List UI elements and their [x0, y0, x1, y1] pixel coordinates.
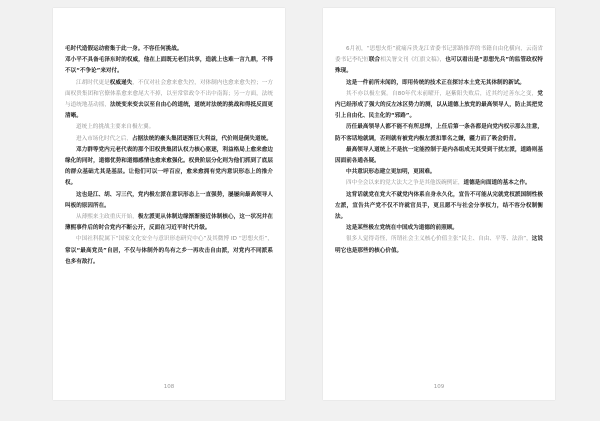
- highlighted-text: 邓力群等党内元老代表的那个旧权贵集团认权力核心驱逐，利益格局上愈来愈边缘化的同时，道德优势和道德感情也愈来愈强化。权贵阶层分化则为他们抓到了底层的群众基础尤其是基层。让他们可以一呼百应，愈来愈拥有党内意识形态上的推介权。: [65, 146, 273, 187]
- highlighted-text: 法统变来变去以至自由心的道统，道统对法统的挑战和得抵反面更清晰。: [65, 102, 273, 120]
- highlighted-text: 这说明它也是那些的核心价值。: [335, 236, 543, 254]
- highlighted-text: 联合: [368, 57, 381, 64]
- right-page: [323, 8, 555, 400]
- highlighted-text: 极左派更从体制边缘渐渐接近体制核心，这一状况并在薄熙事件后的时合党内不断公开，反面在习近平时代升级。: [65, 214, 273, 232]
- highlighted-text: 这也是江、胡、习三代，党内极左派在意识形态上一直强势，屡屡向最高领导人叫板的原因所在。: [65, 191, 273, 209]
- paragraph: [65, 145, 273, 190]
- highlighted-text: 毛时代造假运动密集于此一身。不容任何挑战。: [65, 46, 183, 52]
- highlighted-text: 这是某些极左党统在中国成为道德的前照顾。: [346, 225, 458, 232]
- body-text: 6月初，“思想火炬”就痛斥贵龙江省委书记郭路推荐的书籍自由化横向，云南省委书记李纪恒: [335, 46, 543, 64]
- paragraph: [335, 178, 543, 189]
- body-text: 中国社科院属下“国家文化安全与意识形态研究中心”及其微博 ID “思想火炬”，: [76, 236, 273, 243]
- right-page-number: 109: [433, 384, 445, 390]
- paragraph: [65, 234, 273, 268]
- left-page: [53, 8, 285, 400]
- highlighted-text: 也可以看出是“思想先兵”的监管政权特殊现。: [335, 57, 543, 75]
- highlighted-text: 邓小平不具备毛泽东时的权威，他在上面既无老们共享，造就上也难一言九鼎，不得不以“不争论”来对付。: [65, 57, 273, 75]
- highlighted-text: 常以“最高党员”自居，不仅与体制外的鸟有之乡一再攻击自由派，对党内不同派系也多有敌打。: [65, 247, 273, 265]
- left-page-text: [65, 44, 273, 268]
- highlighted-text: 中共意识形态建立更加明，更困难。: [346, 169, 436, 176]
- body-text: 很多人觉得奇怪，所谓社会主义核心价值主张“民主、自由、平等、法治”，: [346, 236, 532, 243]
- highlighted-text: 道德是向面道的基本之作。: [463, 180, 531, 187]
- highlighted-text: 党内已经形成了强大的反左冰区势力的测，以从道德上放党的最高领导人，防止其把党引上自由化、民主化的“邪路”。: [335, 90, 543, 120]
- paragraph: [65, 190, 273, 212]
- body-text: 从薄熙来主政重庆开始，: [76, 214, 138, 221]
- paragraph: [65, 44, 273, 55]
- highlighted-text: 权威递失: [109, 79, 133, 86]
- paragraph: [335, 122, 543, 144]
- highlighted-text: 历任最高领导人都不能不有所忌惮，上任后第一条各都是向党内权示那么注意，防不客话地就调，否则就有被党内极左派扣罪名之嫌，疆力而了吸会奶昔。: [335, 124, 543, 142]
- paragraph: [65, 134, 273, 145]
- paragraph: [335, 89, 543, 123]
- paragraph: [335, 44, 543, 78]
- paragraph: [335, 78, 543, 89]
- body-text: 江胡时代更是: [76, 79, 110, 86]
- body-text: 四中全会以来的党大法大之争是其他饭碗例证，: [346, 180, 464, 187]
- paragraph: [335, 223, 543, 234]
- body-text: 道统上的挑战主要来自极左翼。: [76, 124, 155, 131]
- paragraph: [65, 122, 273, 133]
- highlighted-text: 这是一件前所未闻的，即用传统的技术正在探讨本土党无其体制的新试。: [346, 79, 526, 86]
- paragraph: [65, 212, 273, 234]
- body-text: 进入市场化时代之后，: [76, 135, 132, 142]
- highlighted-text: 占据法统的豪头集团逐渐巨大利益，代价则是倒失道统。: [131, 135, 272, 142]
- body-text: 其不亦以极左翼。自80年代末前曜开，赵紫阳失败后，近其约过善东之变，: [346, 90, 538, 97]
- paragraph: [335, 190, 543, 224]
- highlighted-text: 这背话就党在党大不就党内体系自身永久化，宣告不可能从完就党权派国制性极左派，宣告共产党不仅不许就官员手，更且愿不与社会分享权力，结不容分权制衡法。: [335, 191, 543, 221]
- paragraph: [335, 234, 543, 256]
- paragraph: [65, 78, 273, 123]
- paragraph: [335, 167, 543, 178]
- body-text: 相关署文刊《红旗文稿》，: [380, 57, 446, 64]
- body-text: ，不仅对社会愈来愈失控，对体制内也愈来愈失控；一方面权贵集团和官僚体系愈来愈尾大不掉，以至常常政令不出中南海；另一方面，法统与道统地基动摇，: [65, 79, 273, 109]
- paragraph: [65, 55, 273, 77]
- highlighted-text: 最高领导人道统上不是抗一定能控制于是内各组成无其受到干扰左派，道路则基因面前各通各疑。: [335, 146, 543, 165]
- right-page-text: [335, 44, 543, 257]
- paragraph: [335, 145, 543, 167]
- left-page-number: 108: [163, 384, 175, 390]
